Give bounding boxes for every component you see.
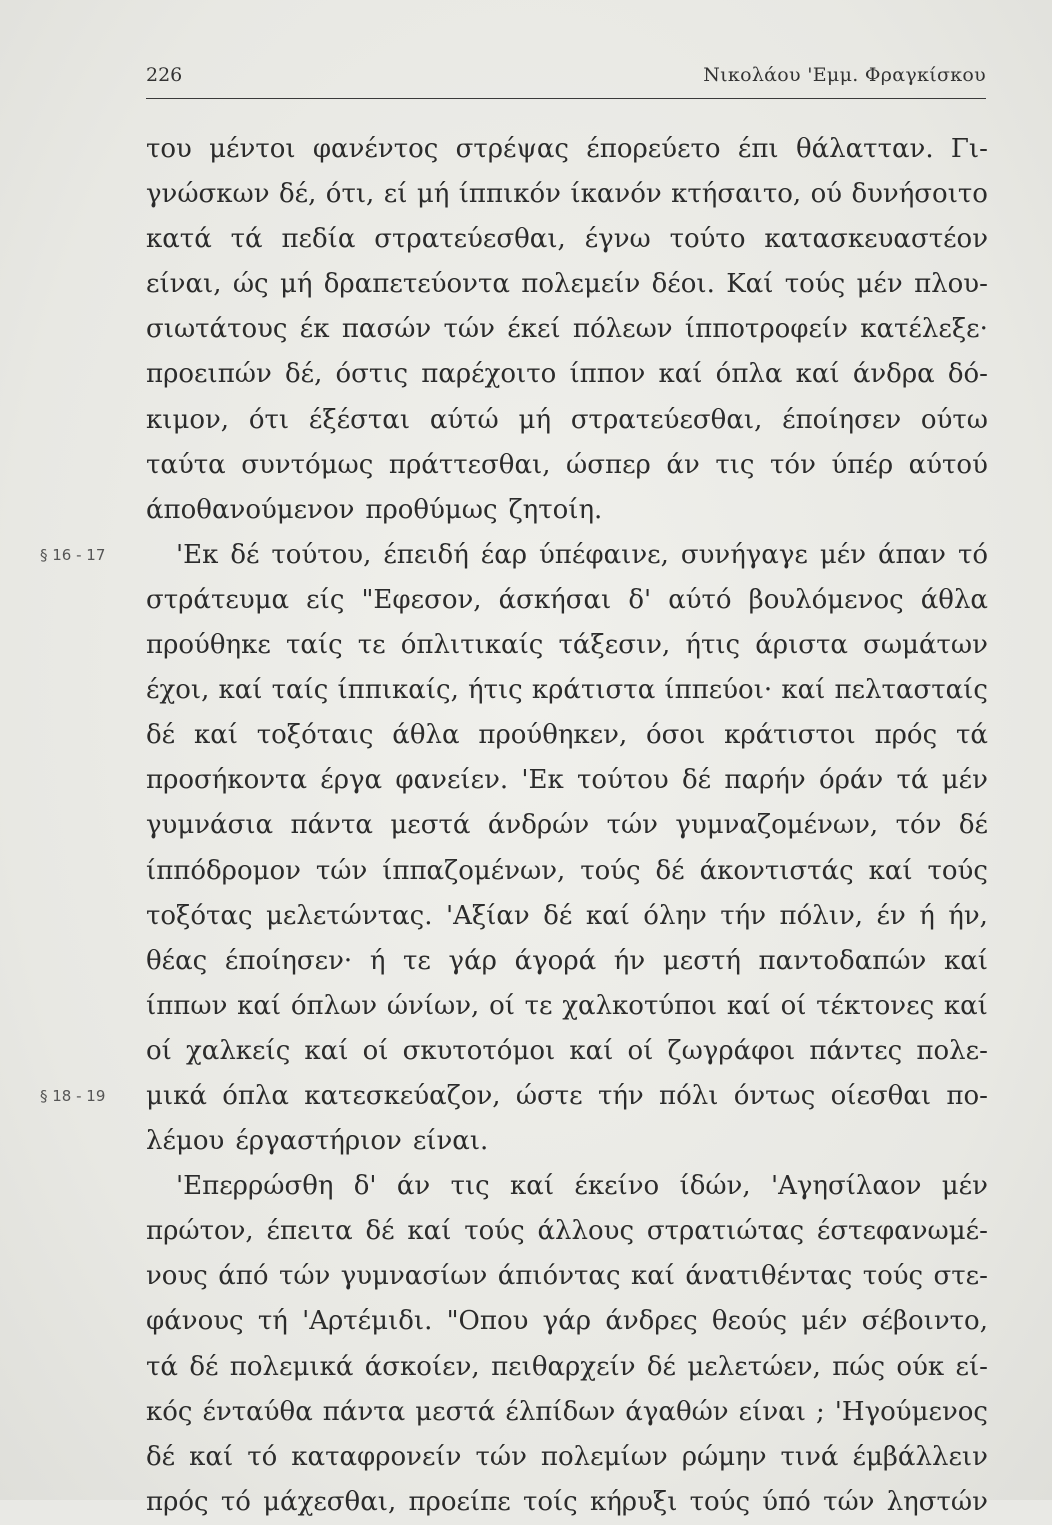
text-line: τά δέ πολεμικά άσκοίεν, πειθαρχείν δέ μελετώεν, πώς ούκ εί-: [146, 1351, 988, 1382]
page-header: [146, 62, 986, 99]
text-line: πρώτον, έπειτα δέ καί τούς άλλους στρατιώτας έστεφανωμέ-: [146, 1216, 988, 1247]
text-line: μικά όπλα κατεσκεύαζον, ώστε τήν πόλι όντως οίεσθαι πο-: [146, 1080, 988, 1111]
text-line: έχοι, καί ταίς ίππικαίς, ήτις κράτιστα ίππεύοι· καί πελτασταίς: [146, 675, 988, 706]
section-margin-note: § 18 - 19: [40, 1087, 106, 1106]
text-line: δέ καί τό καταφρονείν τών πολεμίων ρώμην τινά έμβάλλειν: [146, 1441, 988, 1472]
text-line: 'Εκ δέ τούτου, έπειδή έαρ ύπέφαινε, συνήγαγε μέν άπαν τό: [176, 539, 988, 570]
text-line: κιμον, ότι έξέσται αύτώ μή στρατεύεσθαι, έποίησεν ούτω: [146, 404, 988, 435]
text-line: προειπών δέ, όστις παρέχοιτο ίππον καί όπλα καί άνδρα δό-: [146, 359, 988, 390]
text-line: ταύτα συντόμως πράττεσθαι, ώσπερ άν τις τόν ύπέρ αύτού: [146, 449, 988, 480]
text-line: φάνους τή 'Αρτέμιδι. "Οπου γάρ άνδρες θεούς μέν σέβοιντο,: [146, 1306, 988, 1337]
text-line: νους άπό τών γυμνασίων άπιόντας καί άνατιθέντας τούς στε-: [146, 1261, 988, 1292]
text-line: κατά τά πεδία στρατεύεσθαι, έγνω τούτο κατασκευαστέον: [146, 224, 988, 255]
page-number: 226: [146, 64, 183, 86]
body-text: [146, 127, 988, 1525]
text-line: στράτευμα είς "Εφεσον, άσκήσαι δ' αύτό βουλόμενος άθλα: [146, 584, 988, 615]
text-line: γυμνάσια πάντα μεστά άνδρών τών γυμναζομένων, τόν δέ: [146, 810, 988, 841]
text-line: προύθηκε ταίς τε όπλιτικαίς τάξεσιν, ήτις άριστα σωμάτων: [146, 630, 988, 661]
text-line: κός ένταύθα πάντα μεστά έλπίδων άγαθών είναι ; 'Ηγούμενος: [146, 1396, 988, 1427]
text-line: προσήκοντα έργα φανείεν. 'Εκ τούτου δέ παρήν όράν τά μέν: [146, 765, 988, 796]
text-line: γνώσκων δέ, ότι, εί μή ίππικόν ίκανόν κτήσαιτο, ού δυνήσοιτο: [146, 179, 988, 210]
text-line: δέ καί τοξόταις άθλα προύθηκεν, όσοι κράτιστοι πρός τά: [146, 720, 988, 751]
text-line: του μέντοι φανέντος στρέψας έπορεύετο έπι θάλατταν. Γι-: [146, 134, 988, 164]
text-line: θέας έποίησεν· ή τε γάρ άγορά ήν μεστή παντοδαπών καί: [146, 945, 988, 976]
text-line: τοξότας μελετώντας. 'Αξίαν δέ καί όλην τήν πόλιν, έν ή ήν,: [146, 900, 988, 931]
running-head: Νικολάου 'Εμμ. Φραγκίσκου: [703, 64, 986, 86]
text-line: ίππων καί όπλων ώνίων, οί τε χαλκοτύποι καί οί τέκτονες καί: [146, 990, 988, 1021]
text-line: είναι, ώς μή δραπετεύοντα πολεμείν δέοι. Καί τούς μέν πλου-: [146, 269, 988, 300]
text-line: λέμου έργαστήριον είναι.: [146, 1126, 489, 1157]
text-line: 'Επερρώσθη δ' άν τις καί έκείνο ίδών, 'Αγησίλαον μέν: [176, 1171, 988, 1202]
text-line: άποθανούμενον προθύμως ζητοίη.: [146, 494, 603, 525]
text-line: ίππόδρομον τών ίππαζομένων, τούς δέ άκοντιστάς καί τούς: [146, 855, 988, 886]
text-line: οί χαλκείς καί οί σκυτοτόμοι καί οί ζωγράφοι πάντες πολε-: [146, 1035, 988, 1066]
text-line: σιωτάτους έκ πασών τών έκεί πόλεων ίπποτροφείν κατέλεξε·: [146, 314, 988, 345]
text-line: πρός τό μάχεσθαι, προείπε τοίς κήρυξι τούς ύπό τών ληστών: [146, 1486, 988, 1517]
section-margin-note: § 16 - 17: [40, 545, 106, 564]
